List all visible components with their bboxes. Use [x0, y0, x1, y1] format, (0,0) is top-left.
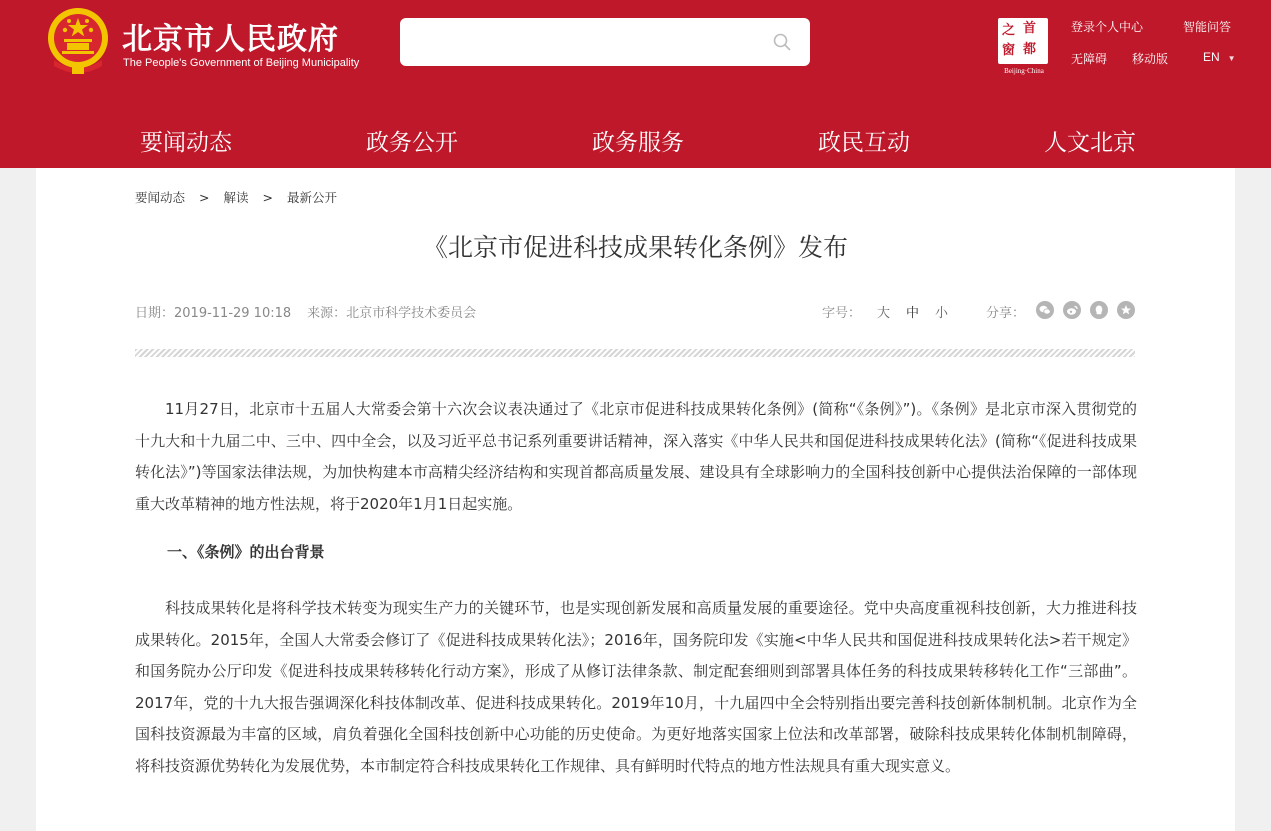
capital-logo-char: 首 [1023, 21, 1037, 36]
smart-qa-link[interactable]: 智能问答 [1183, 20, 1232, 34]
nav-item-culture[interactable]: 人文北京 [1044, 130, 1136, 156]
search-input[interactable] [400, 18, 810, 66]
article-container [36, 168, 1235, 831]
article-title: 《北京市促进科技成果转化条例》发布 [422, 233, 848, 262]
breadcrumb-item[interactable]: 要闻动态 [135, 190, 186, 205]
article-paragraph: 科技成果转化是将科学技术转变为现实生产力的关键环节，也是实现创新发展和高质量发展的重要途径。党中央高度重视科技创新，大力推进科技成果转化。2015年，全国人大常委会修订了《促进科技成果转化法》；2016年，国务院印发《实施<中华人民共和国促进科技成果转化法>若干规定》和国务院办公厅印发《促进科技成果转移转化行动方案》，形成了从修订法律条款、制定配套细则到部署具体任务的科技成果转移转化工作“三部曲”。2017年，党的十九大报告强调深化科技体制改革、促进科技成果转化。2019年10月，十九届四中全会特别指出要完善科技创新体制机制。北京作为全国科技资源最为丰富的区域，肩负着强化全国科技创新中心功能的历史使命。为更好地落实国家上位法和改革部署，破除科技成果转化体制机制障碍，将科技资源优势转化为发展优势，本市制定符合科技成果转化工作规律、具有鲜明时代特点的地方性法规具有重大现实意义。 [135, 599, 1137, 775]
language-switch[interactable] [1203, 50, 1236, 64]
capital-logo-caption: Beijing·China [1004, 67, 1044, 75]
main-nav [0, 108, 1271, 168]
font-size-label: 字号： [822, 306, 862, 321]
font-size-small-button[interactable]: 小 [935, 306, 949, 321]
article-paragraph: 11月27日，北京市十五届人大常委会第十六次会议表决通过了《北京市促进科技成果转化条例》(简称“《条例》”)。《条例》是北京市深入贯彻党的十九大和十九届二中、三中、四中全会，以及习近平总书记系列重要讲话精神，深入落实《中华人民共和国促进科技成果转化法》(简称“《促进科技成果转化法》”)等国家法律法规，为加快构建本市高精尖经济结构和实现首都高质量发展、建设具有全球影响力的全国科技创新中心提供法治保障的一部体现重大改革精神的地方性法规，将于2020年1月1日起实施。 [135, 400, 1137, 513]
accessibility-link[interactable]: 无障碍 [1071, 52, 1108, 66]
capital-logo-char: 之 [1002, 23, 1016, 38]
font-size-controls [822, 302, 948, 321]
caret-down-icon: ▼ [1227, 54, 1236, 63]
font-size-large-button[interactable]: 大 [877, 306, 891, 321]
article-source: 来源：北京市科学技术委员会 [307, 306, 477, 321]
national-emblem-icon[interactable] [44, 6, 112, 78]
capital-logo-char: 都 [1023, 42, 1037, 57]
article-date: 日期：2019-11-29 10:18 [135, 306, 292, 321]
weibo-icon[interactable] [1063, 301, 1081, 319]
section-heading: 一、《条例》的出台背景 [167, 543, 325, 561]
site-title[interactable]: 北京市人民政府 [122, 22, 339, 57]
mobile-version-link[interactable]: 移动版 [1132, 52, 1169, 66]
nav-item-gov-affairs[interactable]: 政务公开 [366, 130, 458, 156]
wechat-icon[interactable] [1036, 301, 1054, 319]
site-header [0, 0, 1271, 108]
nav-item-news[interactable]: 要闻动态 [140, 130, 232, 156]
language-label: EN [1203, 50, 1220, 64]
capital-logo-box [998, 18, 1048, 64]
page-gutter [1235, 168, 1271, 831]
breadcrumb-separator: > [262, 190, 273, 205]
search-icon[interactable] [772, 32, 792, 52]
site-subtitle[interactable]: The People's Government of Beijing Municipality [123, 57, 360, 69]
breadcrumb-item[interactable]: 最新公开 [287, 190, 338, 205]
qq-icon[interactable] [1090, 301, 1108, 319]
breadcrumb [135, 188, 337, 206]
font-size-medium-button[interactable]: 中 [906, 306, 920, 321]
breadcrumb-item[interactable]: 解读 [223, 190, 249, 205]
login-link[interactable]: 登录个人中心 [1071, 20, 1144, 34]
share-label: 分享： [986, 306, 1026, 321]
capital-window-logo[interactable] [996, 18, 1052, 76]
breadcrumb-separator: > [199, 190, 210, 205]
article-meta [135, 302, 476, 321]
nav-item-gov-services[interactable]: 政务服务 [592, 130, 684, 156]
capital-logo-char: 窗 [1002, 43, 1016, 58]
nav-item-interaction[interactable]: 政民互动 [818, 130, 910, 156]
favorite-icon[interactable] [1117, 301, 1135, 319]
divider-stripe [135, 349, 1135, 357]
